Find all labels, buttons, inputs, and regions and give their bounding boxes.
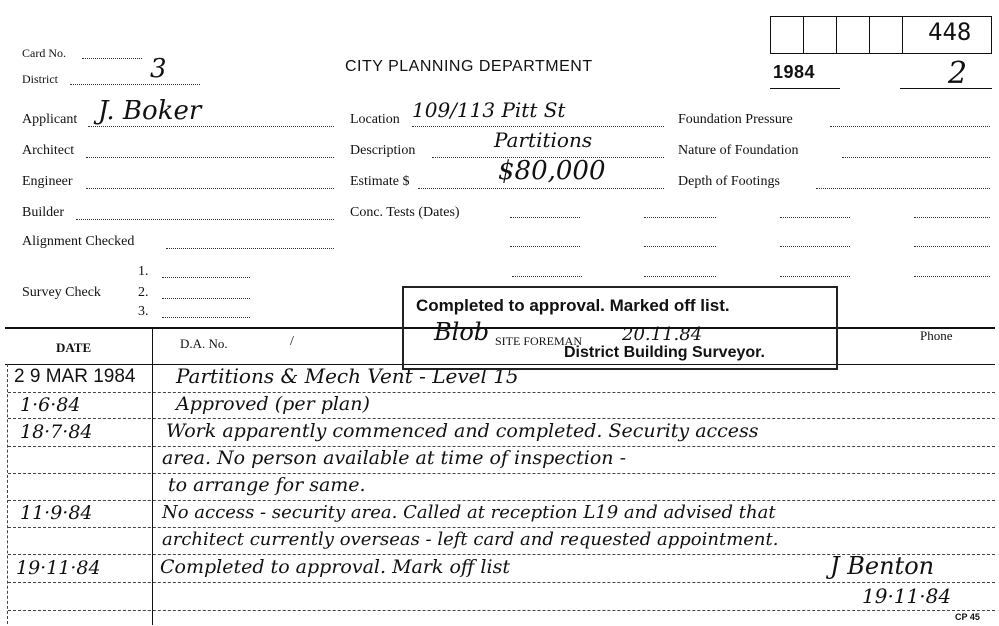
row-3-text: Work apparently commenced and completed. Security access	[166, 420, 759, 442]
row-3-date: 18·7·84	[20, 421, 93, 443]
estimate-line	[418, 188, 664, 189]
conc-line	[644, 217, 716, 218]
right-blank-line	[914, 276, 990, 277]
right-blank-line	[780, 217, 850, 218]
architect-line	[86, 157, 334, 158]
row-6-text: No access - security area. Called at reception L19 and advised that	[162, 502, 776, 523]
row-5-text: to arrange for same.	[168, 474, 366, 496]
right-blank-line	[914, 217, 990, 218]
conc-line	[512, 276, 582, 277]
card-no-label: Card No.	[22, 46, 66, 60]
stamp-line-2: District Building Surveyor.	[564, 344, 765, 361]
stamp-signature: Blob	[434, 318, 490, 346]
card-no-line	[82, 58, 142, 59]
applicant-line	[88, 126, 334, 127]
row-2-text: Approved (per plan)	[176, 393, 370, 415]
builder-label: Builder	[22, 205, 64, 220]
row-rule	[8, 500, 995, 501]
engineer-line	[86, 188, 334, 189]
row-rule	[8, 473, 995, 474]
row-1-text: Partitions & Mech Vent - Level 15	[176, 364, 519, 388]
location-label: Location	[350, 112, 400, 127]
stamp-date: 20.11.84	[622, 324, 703, 345]
form-code: CP 45	[955, 612, 980, 622]
depth-footings-line	[816, 188, 990, 189]
row-7-text: architect currently overseas - left card and requested appointment.	[162, 529, 779, 550]
department-title: CITY PLANNING DEPARTMENT	[345, 58, 593, 75]
approval-stamp	[402, 286, 838, 370]
conc-line	[644, 246, 716, 247]
depth-footings-label: Depth of Footings	[678, 174, 780, 189]
row-rule	[8, 610, 995, 611]
year-underline	[770, 88, 840, 89]
architect-label: Architect	[22, 143, 75, 158]
right-blank-line	[780, 246, 850, 247]
year: 1984	[773, 62, 816, 82]
district-line	[70, 84, 200, 85]
row-rule	[8, 582, 995, 583]
da-no-header: D.A. No.	[180, 336, 228, 351]
row-rule	[8, 392, 995, 393]
location-line	[412, 126, 664, 127]
date-header: DATE	[56, 340, 92, 355]
alignment-label: Alignment Checked	[22, 234, 135, 249]
row-8-text: Completed to approval. Mark off list	[160, 556, 510, 578]
row-2-date: 1·6·84	[20, 394, 81, 416]
stamp-line-1: Completed to approval. Marked off list.	[416, 296, 730, 315]
da-no-value: /	[290, 334, 294, 349]
site-foreman-header: SITE FOREMAN	[495, 334, 583, 348]
sequence-number: 2	[948, 56, 968, 91]
applicant-value: J. Boker	[98, 96, 202, 126]
phone-header: Phone	[920, 328, 953, 343]
row-1-date: 2 9 MAR 1984	[14, 366, 136, 387]
description-label: Description	[350, 143, 416, 158]
foundation-pressure-line	[830, 126, 990, 127]
survey-1-line	[162, 277, 250, 278]
estimate-label: Estimate $	[350, 174, 410, 189]
sequence-underline	[900, 88, 992, 89]
survey-2-line	[162, 298, 250, 299]
district-value: 3	[150, 54, 167, 84]
signoff-date: 19·11·84	[862, 584, 952, 608]
signoff-signature: J Benton	[830, 552, 935, 580]
foundation-pressure-label: Foundation Pressure	[678, 112, 793, 127]
row-6-date: 11·9·84	[20, 502, 93, 524]
survey-2-label: 2.	[138, 285, 149, 300]
location-value: 109/113 Pitt St	[412, 98, 566, 122]
left-margin-rule	[7, 364, 8, 624]
survey-1-label: 1.	[138, 264, 149, 279]
box-divider	[836, 16, 837, 54]
survey-check-label: Survey Check	[22, 285, 101, 300]
row-4-text: area. No person available at time of inspection -	[162, 447, 626, 469]
row-rule	[8, 418, 995, 419]
estimate-value: $80,000	[498, 156, 606, 186]
builder-line	[76, 219, 334, 220]
nature-foundation-label: Nature of Foundation	[678, 143, 799, 158]
row-rule	[8, 527, 995, 528]
alignment-line	[166, 248, 334, 249]
date-column-divider	[152, 327, 153, 625]
box-divider	[902, 16, 903, 54]
row-8-date: 19·11·84	[16, 557, 101, 579]
survey-3-label: 3.	[138, 304, 149, 319]
right-blank-line	[914, 246, 990, 247]
right-blank-line	[780, 276, 850, 277]
applicant-label: Applicant	[22, 112, 78, 127]
description-value: Partitions	[494, 128, 593, 152]
box-divider	[803, 16, 804, 54]
conc-line	[510, 217, 580, 218]
conc-tests-label: Conc. Tests (Dates)	[350, 205, 460, 220]
card-number: 448	[928, 18, 972, 46]
box-divider	[869, 16, 870, 54]
engineer-label: Engineer	[22, 174, 73, 189]
conc-line	[510, 246, 580, 247]
conc-line	[644, 276, 716, 277]
survey-3-line	[162, 317, 250, 318]
district-label: District	[22, 72, 58, 86]
nature-foundation-line	[842, 157, 990, 158]
